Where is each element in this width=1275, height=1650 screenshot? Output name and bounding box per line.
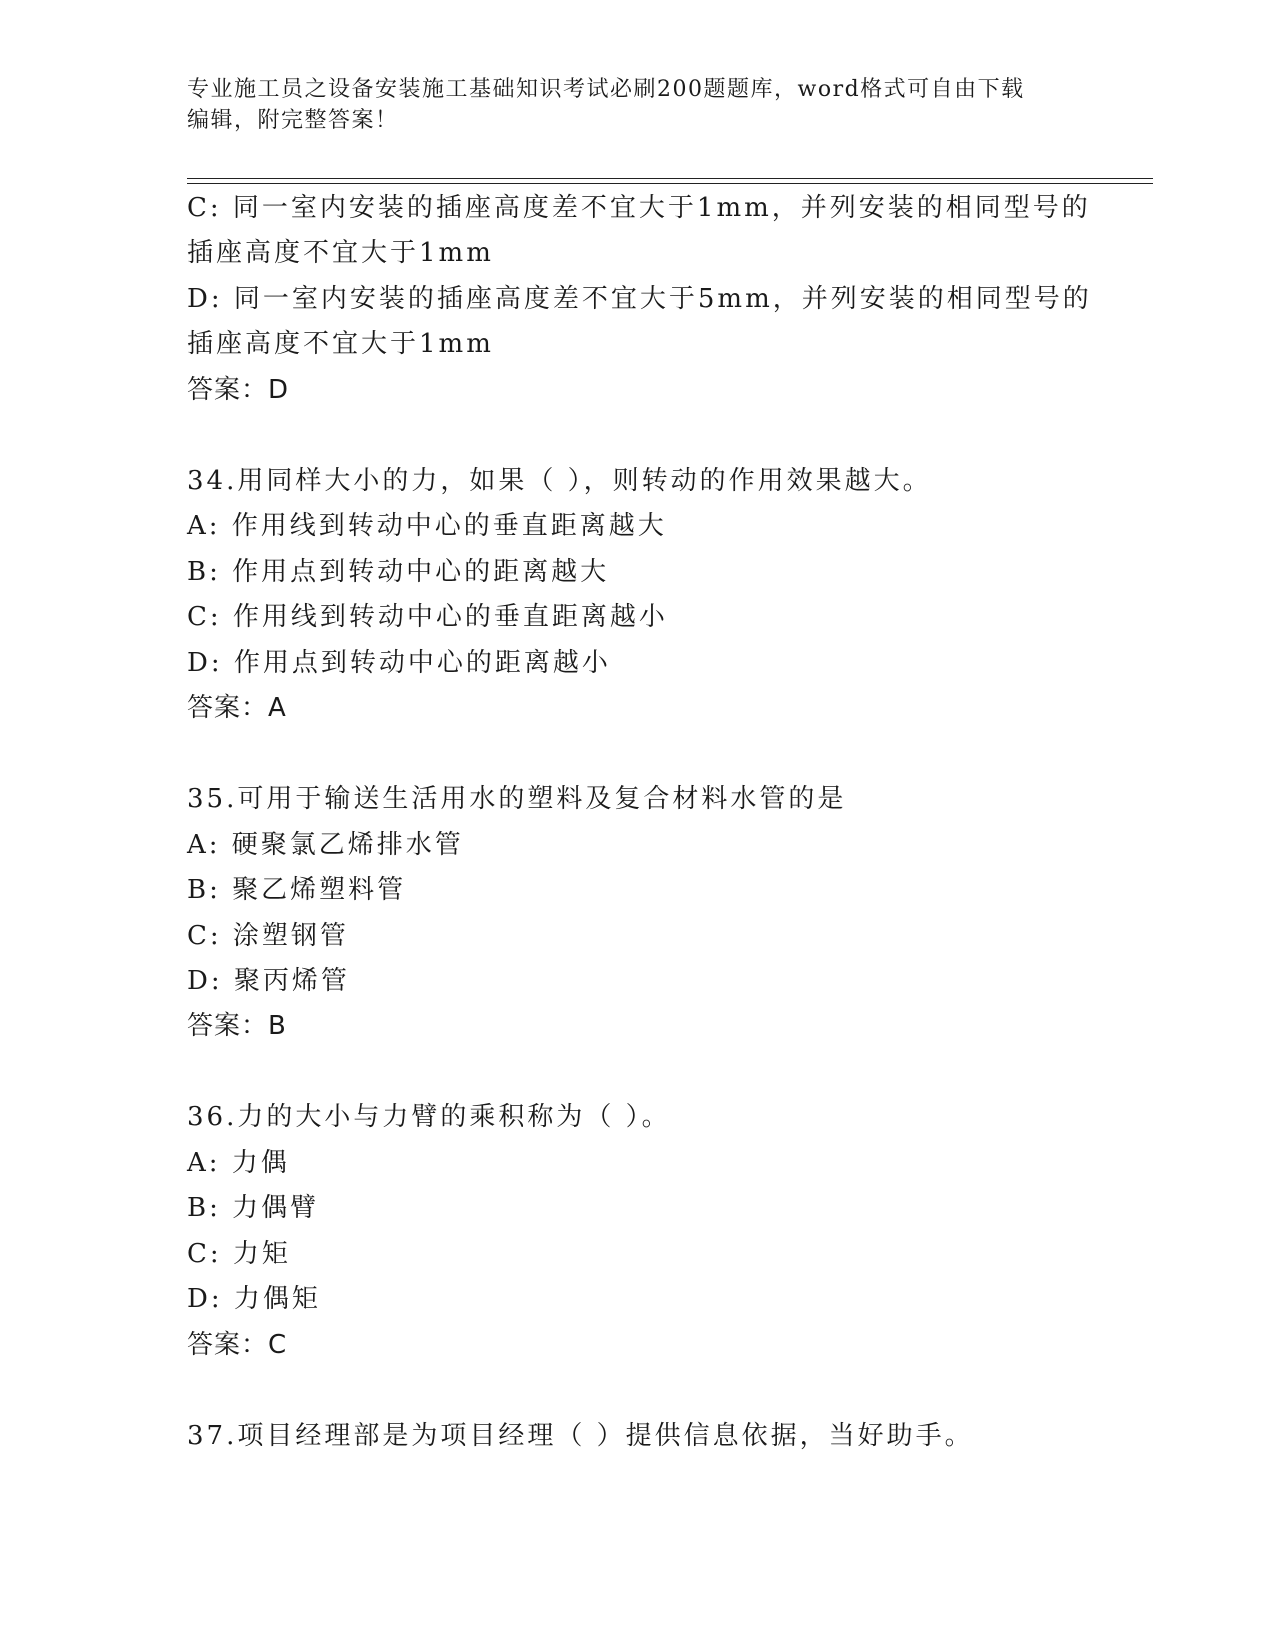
q36-answer: 答案：C (187, 1330, 288, 1360)
document-header (187, 74, 1067, 136)
q37-question: 37.项目经理部是为项目经理（ ）提供信息依据，当好助手。 (187, 1421, 974, 1451)
q34-answer: 答案：A (187, 693, 287, 723)
q36-option-a: A: 力偶 (187, 1148, 290, 1178)
q33-option-d-line1: D: 同一室内安装的插座高度差不宜大于5mm，并列安装的相同型号的 (187, 284, 1092, 314)
header-divider-top (187, 178, 1153, 179)
q34-option-b: B: 作用点到转动中心的距离越大 (187, 557, 610, 587)
header-title-line2: 编辑，附完整答案！ (187, 108, 399, 133)
q36-option-b: B: 力偶臂 (187, 1193, 320, 1223)
q33-option-d-line2: 插座高度不宜大于1mm (187, 329, 494, 359)
q33-answer: 答案：D (187, 375, 290, 405)
q33-option-c-line2: 插座高度不宜大于1mm (187, 238, 494, 268)
q35-question: 35.可用于输送生活用水的塑料及复合材料水管的是 (187, 784, 847, 814)
q34-option-d: D: 作用点到转动中心的距离越小 (187, 648, 611, 678)
q34-option-a: A: 作用线到转动中心的垂直距离越大 (187, 511, 667, 541)
header-title-line1: 专业施工员之设备安装施工基础知识考试必刷200题题库，word格式可自由下载 (187, 77, 1025, 102)
q36-question: 36.力的大小与力臂的乘积称为（ ）。 (187, 1102, 671, 1132)
q33-option-c-line1: C: 同一室内安装的插座高度差不宜大于1mm，并列安装的相同型号的 (187, 193, 1091, 223)
q34-option-c: C: 作用线到转动中心的垂直距离越小 (187, 602, 668, 632)
q35-option-b: B: 聚乙烯塑料管 (187, 875, 407, 905)
q35-option-c: C: 涂塑钢管 (187, 921, 349, 951)
q35-answer: 答案：B (187, 1011, 287, 1041)
q34-question: 34.用同样大小的力，如果（ ），则转动的作用效果越大。 (187, 466, 932, 496)
header-divider-bottom (187, 183, 1153, 184)
q35-option-d: D: 聚丙烯管 (187, 966, 350, 996)
q36-option-d: D: 力偶矩 (187, 1284, 321, 1314)
q35-option-a: A: 硬聚氯乙烯排水管 (187, 830, 464, 860)
q36-option-c: C: 力矩 (187, 1239, 291, 1269)
